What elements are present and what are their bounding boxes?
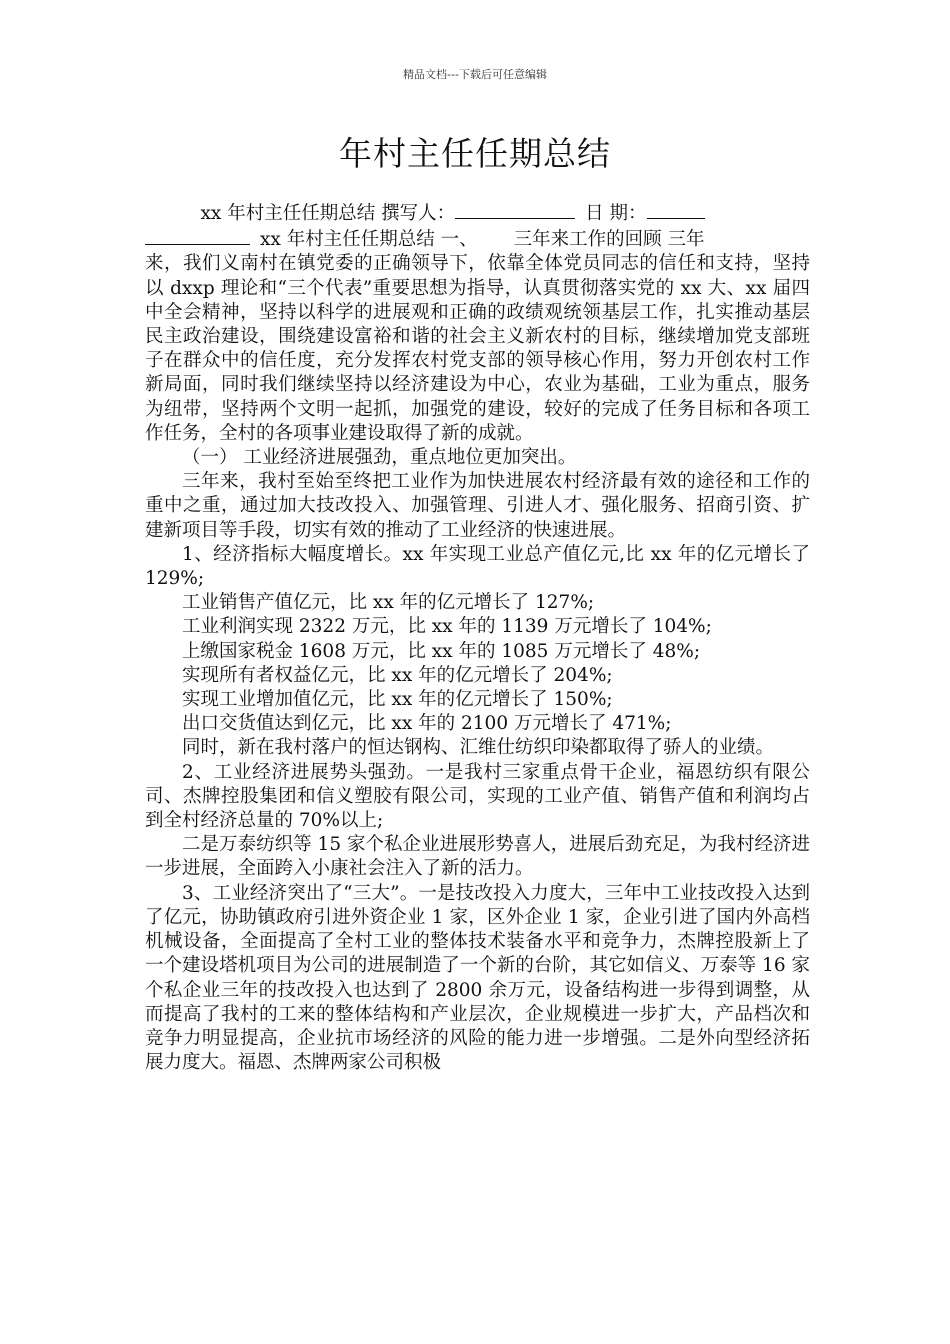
paragraph: 二是万泰纺织等 15 家个私企业进展形势喜人，进展后劲充足，为我村经济进一步进展，全面跨入小康社会注入了新的活力。 xyxy=(145,834,810,880)
author-blank xyxy=(455,200,575,219)
paragraph: 出口交货值达到亿元，比 xx 年的 2100 万元增长了 471%; xyxy=(182,713,672,735)
meta-prefix: xx 年村主任任期总结 撰写人： xyxy=(200,203,456,224)
meta-continuation xyxy=(145,226,810,252)
meta-line xyxy=(145,200,810,226)
paragraph: 来，我们义南村在镇党委的正确领导下，依靠全体党员同志的信任和支持，坚持以 dxxp 理论和“三个代表”重要思想为指导，认真贯彻落实党的 xx 大、xx 届四中全会精神，坚持以科学的进展观和正确的政绩观统领基层工作，扎实推动基层民主政治建设，围绕建设富裕和谐的社会主义新农村的目标，继续增加党支部班子在群众中的信任度，充分发挥农村党支部的领导核心作用，努力开创农村工作新局面，同时我们继续坚持以经济建设为中心，农业为基础，工业为重点，服务为纽带，坚持两个文明一起抓，加强党的建设，较好的完成了任务目标和各项工作任务，全村的各项事业建设取得了新的成就。 xyxy=(145,253,810,444)
paragraph: 1、经济指标大幅度增长。xx 年实现工业总产值亿元,比 xx 年的亿元增长了 129%; xyxy=(145,543,810,590)
paragraph: 2、工业经济进展势头强劲。一是我村三家重点骨干企业，福恩纺织有限公司、杰牌控股集团和信义塑胶有限公司，实现的工业产值、销售产值和利润均占到全村经济总量的 70%以上; xyxy=(145,761,810,832)
paragraph: 同时，新在我村落户的恒达钢构、汇维仕纺织印染都取得了骄人的业绩。 xyxy=(182,737,775,759)
paragraph: 上缴国家税金 1608 万元，比 xx 年的 1085 万元增长了 48%; xyxy=(182,640,701,662)
page-header-note: 精品文档---下载后可任意编辑 xyxy=(403,68,547,81)
date-blank-continued xyxy=(145,226,250,245)
section-tail: 三年 xyxy=(667,229,705,251)
document-title: 年村主任任期总结 xyxy=(339,134,611,173)
paragraph: 三年来，我村至始至终把工业作为加快进展农村经济最有效的途径和工作的重中之重，通过加大技改投入、加强管理、引进人才、强化服务、招商引资、扩建新项目等手段，切实有效的推动了工业经济的快速进展。 xyxy=(145,471,810,541)
paragraph: 工业利润实现 2322 万元，比 xx 年的 1139 万元增长了 104%; xyxy=(182,616,712,638)
paragraph: 3、工业经济突出了“三大”。一是技改投入力度大，三年中工业技改投入达到了亿元，协助镇政府引进外资企业 1 家，区外企业 1 家，企业引进了国内外高档机械设备，全面提高了全村工业的整体技术装备水平和竞争力，杰牌控股新上了一个建设塔机项目为公司的进展制造了一个新的台阶，其它如信义、万泰等 16 家个私企业三年的技改投入也达到了 2800 余万元，设备结构进一步得到调整，从而提高了我村的工来的整体结构和产业层次，企业规模进一步扩大，产品档次和竞争力明显提高，企业抗市场经济的风险的能力进一步增强。二是外向型经济拓展力度大。福恩、杰牌两家公司积极 xyxy=(145,882,810,1074)
paragraph: 实现工业增加值亿元，比 xx 年的亿元增长了 150%; xyxy=(182,689,613,711)
date-blank xyxy=(647,200,705,219)
section-heading: 三年来工作的回顾 xyxy=(513,229,662,251)
paragraph: 实现所有者权益亿元，比 xx 年的亿元增长了 204%; xyxy=(182,664,613,686)
meta-continuation-text: xx 年村主任任期总结 一、 xyxy=(260,229,478,251)
date-label: 日 期： xyxy=(585,203,647,224)
document-body xyxy=(145,200,810,1075)
paragraph: （一） 工业经济进展强劲，重点地位更加突出。 xyxy=(182,447,577,469)
paragraph: 工业销售产值亿元，比 xx 年的亿元增长了 127%; xyxy=(182,592,595,614)
